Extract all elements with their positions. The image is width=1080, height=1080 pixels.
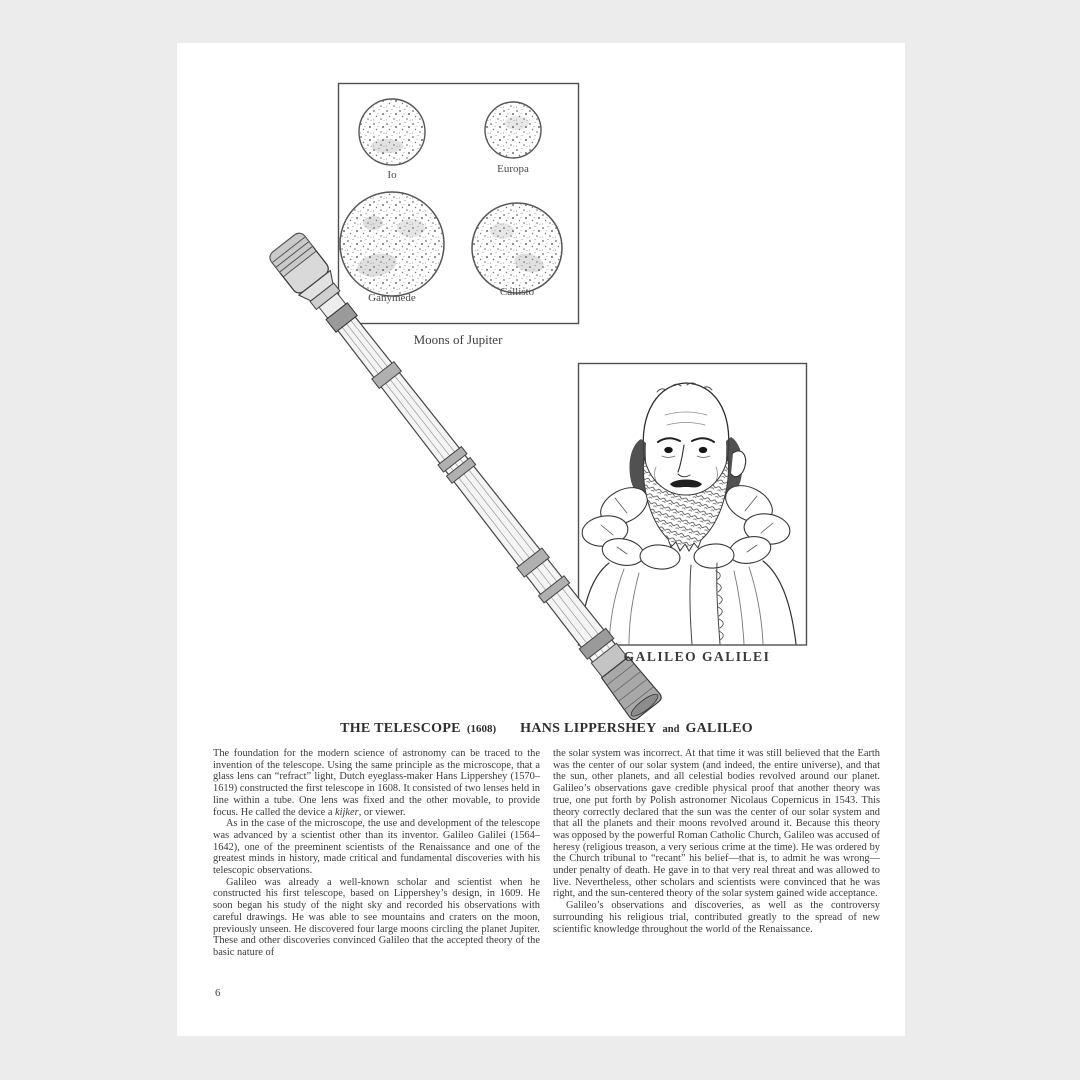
moon-label-callisto: Callisto [499,286,535,298]
moon-label-europa: Europa [497,163,529,175]
title-conjunction: and [662,724,680,735]
paragraph-4: Galileo’s observations and discoveries, as well as the controversy surrounding his religious trial, contributed greatly to the spread of new scientific knowledge throughout the world of the Renaissance. [553,900,880,935]
moons-figure-caption: Moons of Jupiter [413,332,503,347]
left-column [213,748,540,959]
moon-label-io: Io [387,169,397,181]
title-inventor-2: GALILEO [685,721,753,736]
moon-label-ganymede: Ganymede [368,292,416,304]
article-title [213,719,880,737]
moon-callisto-drawing [472,203,562,293]
right-column [553,748,880,959]
moon-europa-drawing [485,102,541,158]
paragraph-1-end: , or viewer. [358,806,406,818]
page-number: 6 [215,987,221,999]
paragraph-1-text: The foundation for the modern science of astronomy can be traced to the invention of the telescope. Using the same principle as the microscope, that a glass lens can “refract” light, Dutch eyeglass-maker Hans Lippershey (1570–1619) constructed the first telescope in 1608. It consisted of two lenses held in line within a tube. One lens was fixed and the other movable, to provide focus. He called the device a [213,748,540,818]
paragraph-3-continued: the solar system was incorrect. At that time it was still believed that the Earth was the center of our solar system (and indeed, the entire universe), and that the sun, other planets, and all celestial bodies revolved around our planet. Galileo’s observations gave credible physical proof that another theory was true, one put forth by Polish astronomer Nicolaus Copernicus in 1543. This theory correctly declared that the sun was the center of our solar system and that all the planets and their moons revolved around it. Because this theory was opposed by the powerful Roman Catholic Church, Galileo was accused of heresy (religious treason, a very serious crime at the time). He was ordered by the Church tribunal to “recant” his belief—that is, to admit he was wrong—under penalty of death. He gave in to that very real threat and was allowed to live. Nevertheless, other scholars and scientists were convinced that he was right, and the sun-centered theory of the solar system gained wide acceptance. [553,748,880,900]
paragraph-2: As in the case of the microscope, the use and development of the telescope was advanced by a scientist other than its inventor. Galileo Galilei (1564–1642), one of the preeminent scientists of the Renaissance and one of the greatest minds in history, made critical and fundamental discoveries with his telescopic observations. [213,818,540,877]
article-body [213,748,880,959]
title-invention: THE TELESCOPE [340,721,461,736]
portrait-caption: GALILEO GALILEI [623,649,771,664]
moon-io-drawing [359,99,425,165]
paragraph-1-italic-term: kijker [335,806,359,818]
moon-ganymede-drawing [340,192,444,296]
title-year: (1608) [466,723,497,735]
paragraph-3: Galileo was already a well-known scholar and scientist when he constructed his first telescope, based on Lippershey’s design, in 1609. He soon began his study of the night sky and recorded his observations with careful drawings. He was able to see mountains and craters on the moon, previously unseen. He discovered four large moons circling the planet Jupiter. These and other discoveries convinced Galileo that the accepted theory of the basic nature of [213,876,540,958]
page-illustrations [177,43,905,743]
galileo-portrait-figure [579,364,807,646]
paragraph-1 [213,748,540,818]
title-inventor-1: HANS LIPPERSHEY [520,721,657,736]
book-page [177,43,905,1036]
